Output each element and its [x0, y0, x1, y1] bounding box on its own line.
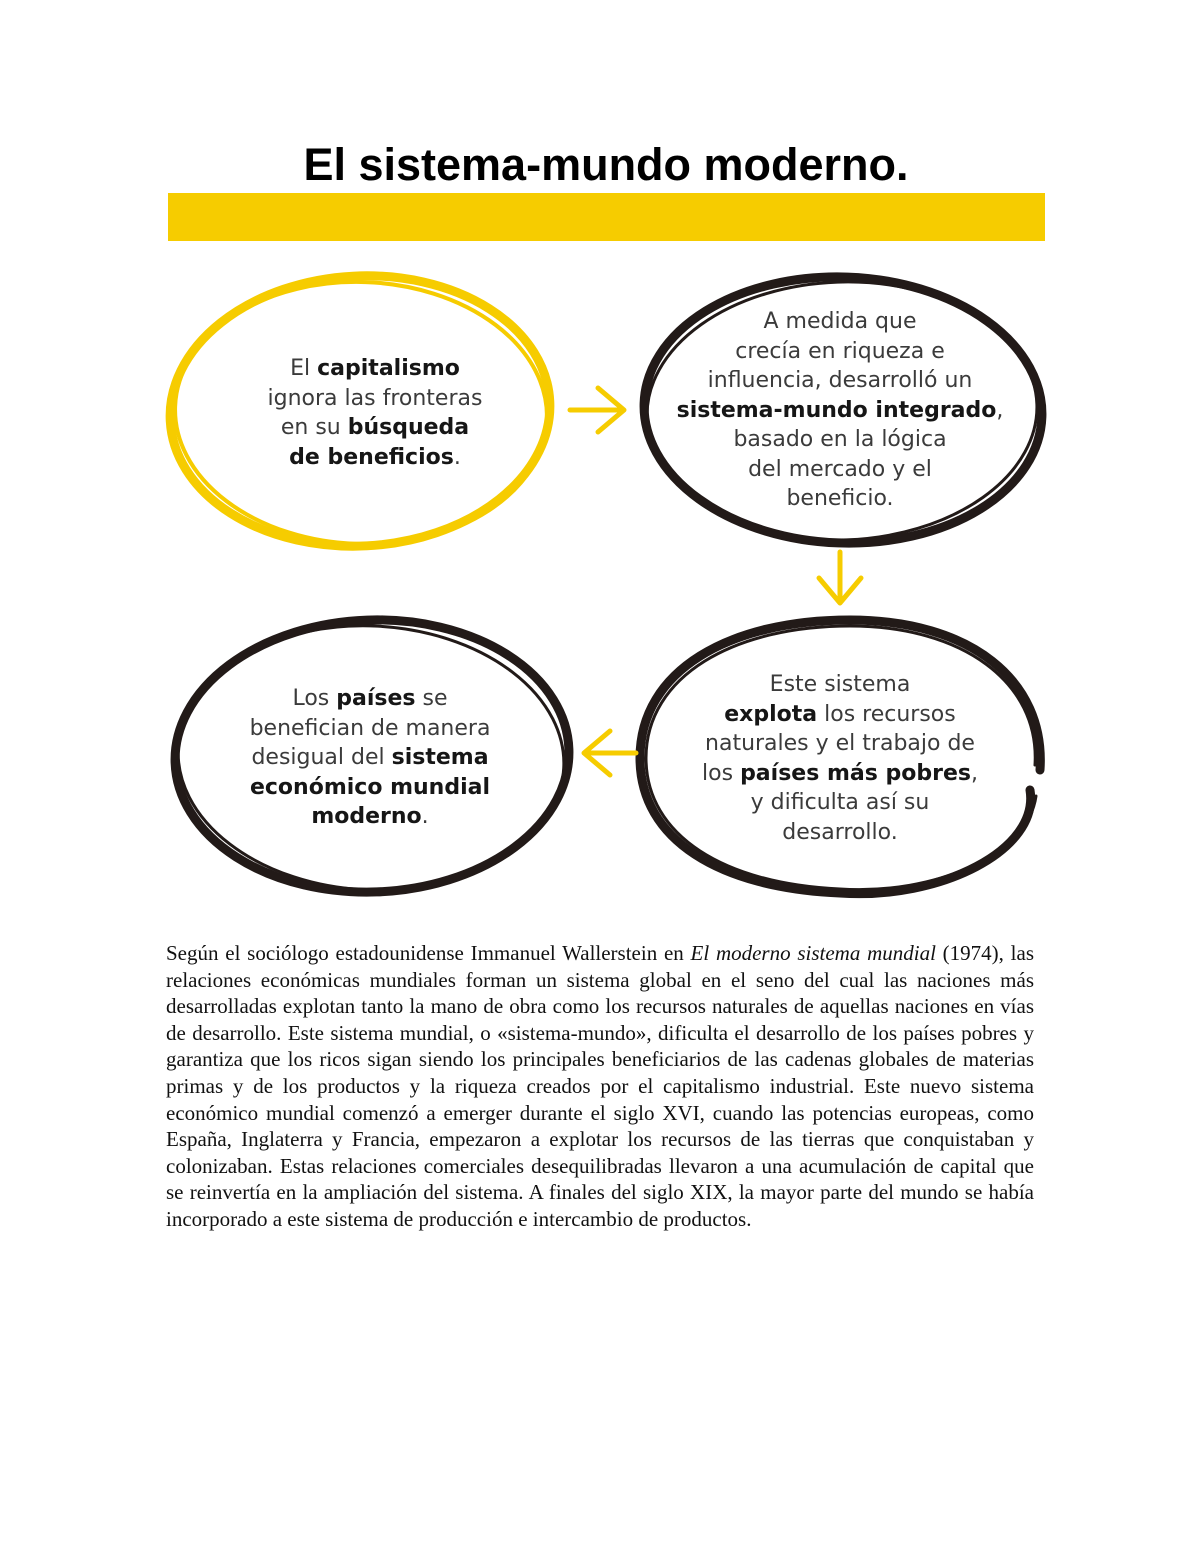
bubble-bold-run: explota [724, 701, 818, 727]
bubble-run: basado en la lógica [733, 427, 947, 452]
bubble-bold-run: sistema-mundo integrado [676, 397, 997, 423]
bubble-line [225, 354, 525, 384]
bubble-run: , [996, 397, 1004, 423]
bubble-bold-run: de beneficios [289, 444, 454, 470]
bubble-run: los recursos [817, 701, 956, 727]
bubble-run: del mercado y el [748, 456, 932, 482]
bubble-line [660, 670, 1020, 700]
bubble-run: influencia, desarrolló un [707, 368, 973, 393]
bubble-run: en su [280, 415, 348, 440]
bubble-line [655, 425, 1025, 455]
bubble-run: . [421, 804, 429, 829]
bubble-run: beneficio. [786, 486, 894, 511]
bubble-run: benefician de manera [249, 715, 491, 741]
bubble-run: . [453, 444, 461, 470]
bubble-run: ignora las fronteras [267, 385, 483, 411]
bubble-line [200, 684, 540, 714]
bubble-run: Los [292, 686, 337, 711]
bubble-line [225, 413, 525, 443]
bubble-line [660, 700, 1020, 730]
bubble-line [200, 714, 540, 744]
bubble-line [660, 759, 1020, 789]
bubble-text-sistema-integrado [655, 307, 1025, 514]
bubble-bold-run: búsqueda [347, 415, 470, 440]
bubble-bold-run: capitalismo [317, 356, 460, 381]
bubble-run: Este sistema [769, 672, 911, 697]
body-run: Según el sociólogo estadounidense Immanuel Wallerstein en [166, 941, 691, 965]
bubble-line [200, 773, 540, 803]
bubble-line [655, 484, 1025, 514]
bubble-line [225, 384, 525, 414]
book-title: El moderno sistema mundial [690, 941, 936, 965]
bubble-run: naturales y el trabajo de [705, 731, 975, 756]
bubble-line [660, 729, 1020, 759]
bubble-line [200, 743, 540, 773]
bubble-text-beneficio-desigual [200, 684, 540, 832]
arrow-down-icon [819, 552, 861, 603]
bubble-run: crecía en riqueza e [735, 338, 945, 364]
bubble-line [660, 818, 1020, 848]
bubble-bold-run: países [336, 686, 416, 711]
bubble-run: los [702, 760, 741, 786]
bubble-text-capitalismo [225, 354, 525, 472]
bubble-run: desarrollo. [782, 819, 898, 845]
bubble-line [655, 366, 1025, 396]
bubble-line [655, 307, 1025, 337]
body-paragraph [166, 940, 1034, 1233]
arrow-left-icon [584, 731, 636, 775]
bubble-line [655, 396, 1025, 426]
bubble-bold-run: sistema [391, 745, 489, 770]
arrow-right-icon [570, 388, 624, 432]
bubble-line [655, 337, 1025, 367]
bubble-run: se [415, 686, 448, 711]
bubble-run: El [290, 356, 318, 381]
bubble-line [660, 788, 1020, 818]
bubble-bold-run: moderno [311, 804, 422, 829]
bubble-run: , [970, 760, 978, 786]
bubble-line [200, 802, 540, 832]
bubble-run: y dificulta así su [750, 790, 930, 815]
bubble-text-explotacion [660, 670, 1020, 847]
bubble-line [225, 443, 525, 473]
bubble-bold-run: económico mundial [249, 774, 491, 800]
bubble-bold-run: países más pobres [740, 760, 971, 786]
page-title: El sistema-mundo moderno. [303, 139, 909, 190]
bubble-line [655, 455, 1025, 485]
body-run: (1974), las relaciones económicas mundiales forman un sistema global en el seno del cual las naciones más desarrolladas explotan tanto la mano de obra como los recursos naturales de aquellas naciones en vías de desarrollo. Este sistema mundial, o «sistema-mundo», dificulta el desarrollo de los países pobres y garantiza que los ricos sigan siendo los principales beneficiarios de las cadenas globales de materias primas y de los productos y la riqueza creados por el capitalismo industrial. Este nuevo sistema económico mundial comenzó a emerger durante el siglo XVI, cuando las potencias europeas, como España, Inglaterra y Francia, empezaron a explotar los recursos de las tierras que conquistaban y colonizaban. Estas relaciones comerciales desequilibradas llevaron a una acumulación de capital que se reinvertía en la ampliación del sistema. A finales del siglo XIX, la mayor parte del mundo se había incorporado a este sistema de producción e intercambio de productos. [166, 941, 1034, 1231]
bubble-run: desigual del [251, 745, 392, 770]
bubble-run: A medida que [763, 309, 917, 334]
